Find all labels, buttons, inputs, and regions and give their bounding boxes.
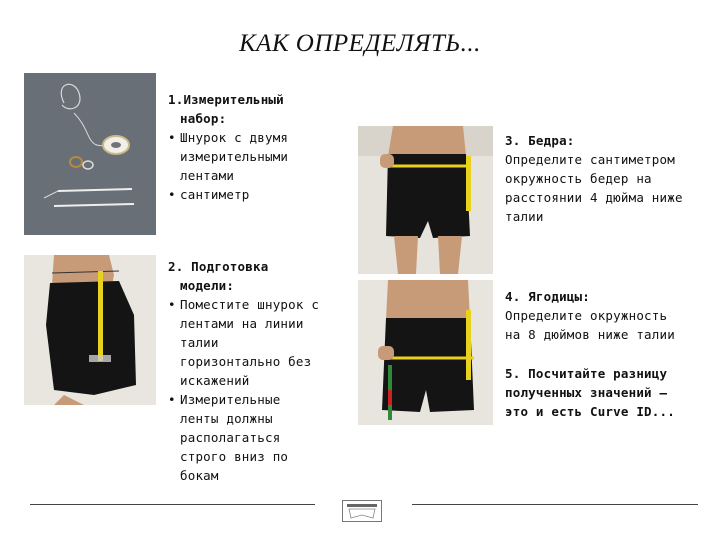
footer-divider-right [412, 504, 698, 505]
step2-list [168, 295, 353, 485]
list-item-text: искажений [180, 373, 250, 388]
model-side-photo [24, 255, 156, 405]
step1-block [168, 90, 348, 204]
list-item [168, 295, 353, 390]
step3-line: расстоянии 4 дюйма ниже [505, 190, 683, 205]
step1-heading: 1.Измерительный [168, 92, 284, 107]
list-item-text: горизонтально без [180, 354, 312, 369]
list-item-text: измерительными [180, 149, 289, 164]
list-item [168, 185, 348, 204]
step3-line: Определите сантиметром [505, 152, 675, 167]
list-item-text: бокам [180, 468, 219, 483]
brand-logo [342, 500, 382, 522]
list-item-text: ленты должны [180, 411, 273, 426]
list-item-text: талии [180, 335, 219, 350]
page-title: КАК ОПРЕДЕЛЯТЬ... [239, 30, 481, 57]
list-item-text: • сантиметр [180, 187, 250, 202]
step5-line: полученных значений – [505, 385, 668, 400]
step3-line: окружность бедер на [505, 171, 652, 186]
footer-divider-left [30, 504, 315, 505]
list-item-text: • Шнурок с двумя [180, 130, 289, 145]
step5-line: это и есть Curve ID... [505, 404, 675, 419]
list-item [168, 390, 353, 485]
step4-line: Определите окружность [505, 308, 668, 323]
step5-block [505, 364, 715, 421]
list-item-text: лентами на линии [180, 316, 304, 331]
step4-line: на 8 дюймов ниже талии [505, 327, 675, 342]
step3-heading: 3. Бедра: [505, 133, 575, 148]
step1-list [168, 128, 348, 204]
step2-heading-cont: модели: [180, 278, 235, 293]
step2-block [168, 257, 353, 485]
hips-measurement-photo [358, 126, 493, 274]
step2-heading: 2. Подготовка [168, 259, 269, 274]
list-item-text: • Поместите шнурок с [180, 297, 320, 312]
list-item-text: располагаться [180, 430, 281, 445]
measuring-kit-photo [24, 73, 156, 235]
step1-heading-cont: набор: [180, 111, 227, 126]
list-item-text: строго вниз по [180, 449, 289, 464]
buttocks-measurement-photo [358, 280, 493, 425]
step4-block [505, 287, 715, 344]
step4-heading: 4. Ягодицы: [505, 289, 590, 304]
list-item-text: • Измерительные [180, 392, 281, 407]
list-item-text: лентами [180, 168, 235, 183]
step3-line: талии [505, 209, 544, 224]
list-item [168, 128, 348, 185]
step5-line: 5. Посчитайте разницу [505, 366, 668, 381]
step3-block [505, 131, 715, 226]
